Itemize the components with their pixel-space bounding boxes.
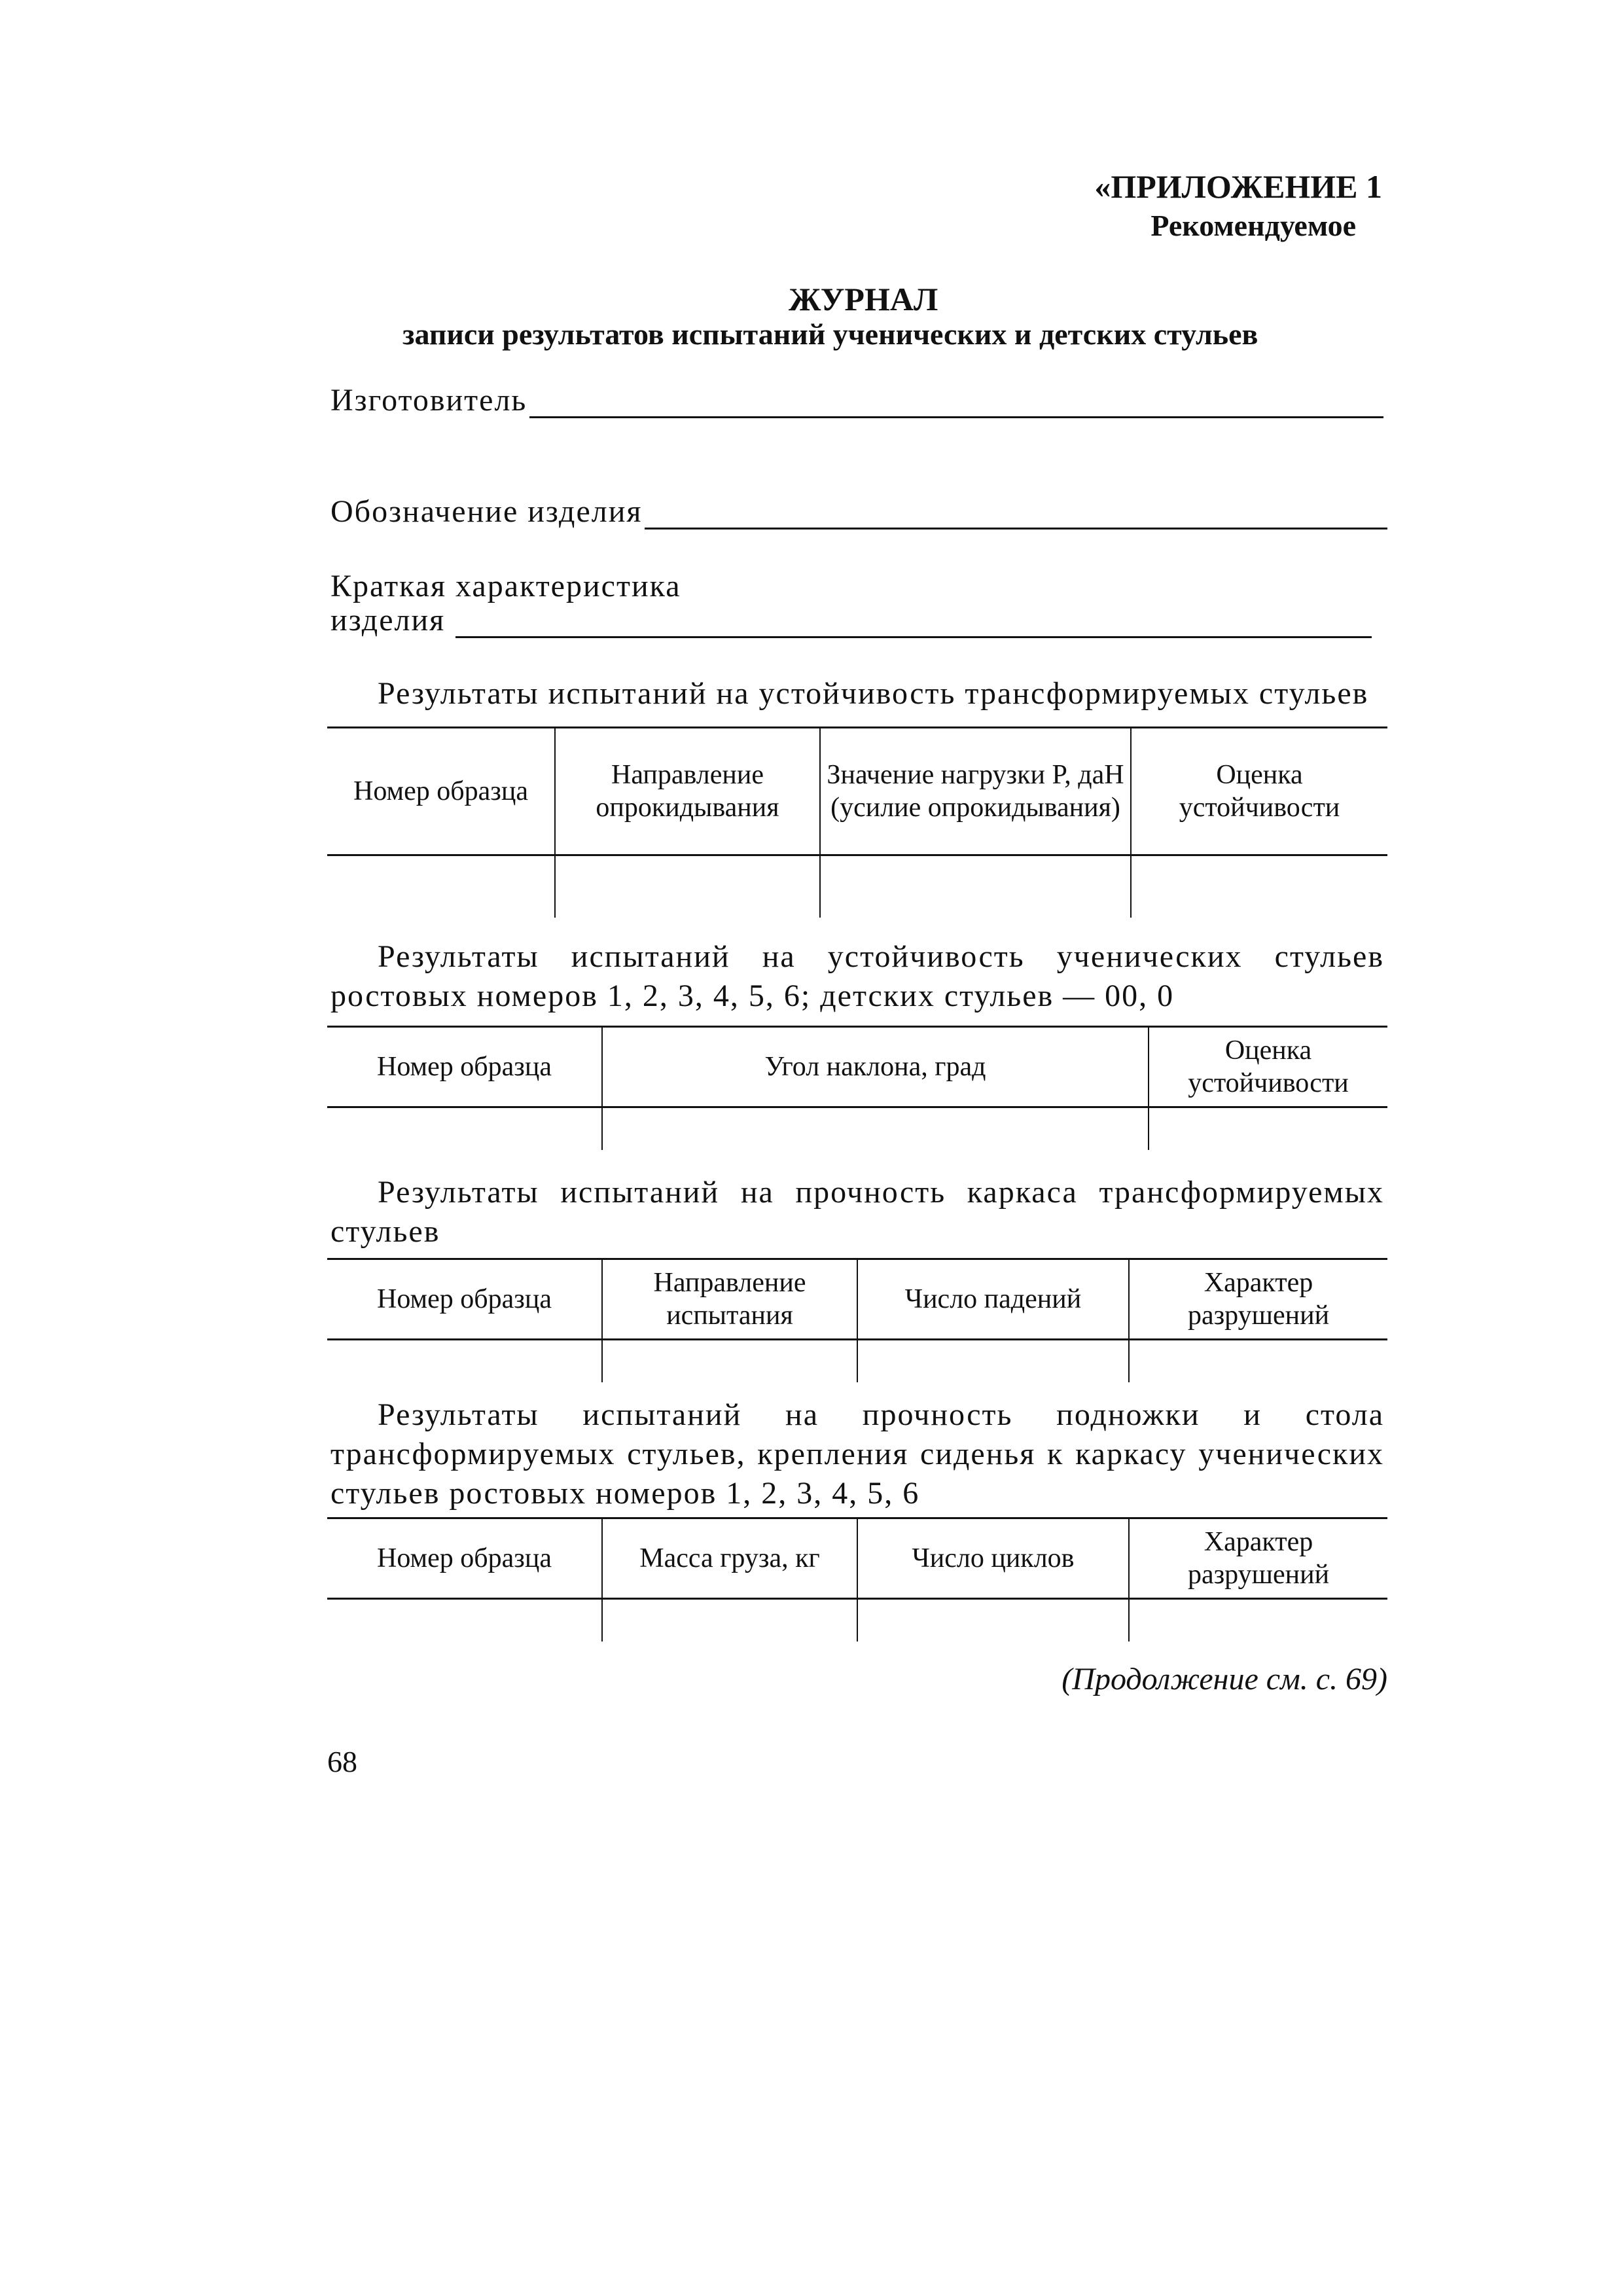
table-cell[interactable]	[820, 855, 1131, 918]
table-cell[interactable]	[857, 1340, 1129, 1382]
col-drop-count: Число падений	[857, 1259, 1129, 1340]
col-sample-number: Номер образца	[327, 1518, 602, 1599]
table-cell[interactable]	[327, 1599, 602, 1641]
brief-characteristic-label-2: изделия	[330, 603, 446, 637]
section-2-caption: Результаты испытаний на устойчивость ученических стульев ростовых номеров 1, 2, 3, 4, 5, 6; детских стульев — 00, 0	[330, 939, 1384, 1013]
table-cell[interactable]	[602, 1599, 857, 1641]
footrest-strength-table	[327, 1517, 1387, 1641]
designation-field	[330, 493, 1387, 529]
table-cell[interactable]	[1131, 855, 1387, 918]
brief-characteristic-field	[330, 602, 1372, 638]
table-cell[interactable]	[327, 1107, 602, 1150]
col-test-direction: Направление испытания	[602, 1259, 857, 1340]
frame-strength-table	[327, 1258, 1387, 1382]
col-cycle-count: Число циклов	[857, 1518, 1129, 1599]
brief-characteristic-label: Краткая характеристика	[330, 569, 681, 603]
appendix-label: «ПРИЛОЖЕНИЕ 1	[1094, 168, 1382, 205]
table-cell[interactable]	[327, 855, 555, 918]
col-tipping-direction: Направление опрокидывания	[555, 728, 820, 855]
table-cell[interactable]	[857, 1599, 1129, 1641]
col-stability-rating: Оценка устойчивости	[1149, 1027, 1387, 1107]
section-1-caption: Результаты испытаний на устойчивость трансформируемых стульев	[378, 676, 1369, 711]
col-damage-type: Характер разрушений	[1129, 1259, 1387, 1340]
document-title: ЖУРНАЛ	[789, 281, 938, 317]
col-sample-number: Номер образца	[327, 1259, 602, 1340]
table-cell[interactable]	[327, 1340, 602, 1382]
col-sample-number: Номер образца	[327, 728, 555, 855]
col-tilt-angle: Угол наклона, град	[602, 1027, 1149, 1107]
appendix-status: Рекомендуемое	[1150, 209, 1356, 242]
document-subtitle: записи результатов испытаний ученических и детских стульев	[402, 317, 1258, 351]
brief-characteristic-blank-line[interactable]	[455, 605, 1372, 638]
manufacturer-blank-line[interactable]	[529, 385, 1383, 418]
section-4-caption: Результаты испытаний на прочность подножки и стола трансформируемых стульев, крепления сиденья к каркасу ученических стульев ростовых номеров 1, 2, 3, 4, 5, 6	[330, 1397, 1384, 1511]
stability-student-table	[327, 1026, 1387, 1150]
col-load-value: Значение нагрузки P, даН (усилие опрокидывания)	[820, 728, 1131, 855]
table-cell[interactable]	[555, 855, 820, 918]
page-number: 68	[327, 1745, 357, 1778]
designation-label: Обозначение изделия	[330, 494, 643, 529]
manufacturer-field	[330, 382, 1383, 418]
continuation-note: (Продолжение см. с. 69)	[1061, 1662, 1387, 1696]
col-load-mass: Масса груза, кг	[602, 1518, 857, 1599]
col-sample-number: Номер образца	[327, 1027, 602, 1107]
brief-characteristic-label-line1	[330, 568, 681, 604]
section-3-caption: Результаты испытаний на прочность каркаса трансформируемых стульев	[330, 1175, 1384, 1249]
col-stability-rating: Оценка устойчивости	[1131, 728, 1387, 855]
col-damage-type: Характер разрушений	[1129, 1518, 1387, 1599]
table-cell[interactable]	[602, 1107, 1149, 1150]
table-cell[interactable]	[1129, 1599, 1387, 1641]
table-cell[interactable]	[1129, 1340, 1387, 1382]
manufacturer-label: Изготовитель	[330, 383, 527, 418]
stability-transformable-table	[327, 726, 1387, 918]
table-cell[interactable]	[1149, 1107, 1387, 1150]
table-cell[interactable]	[602, 1340, 857, 1382]
designation-blank-line[interactable]	[645, 496, 1387, 529]
